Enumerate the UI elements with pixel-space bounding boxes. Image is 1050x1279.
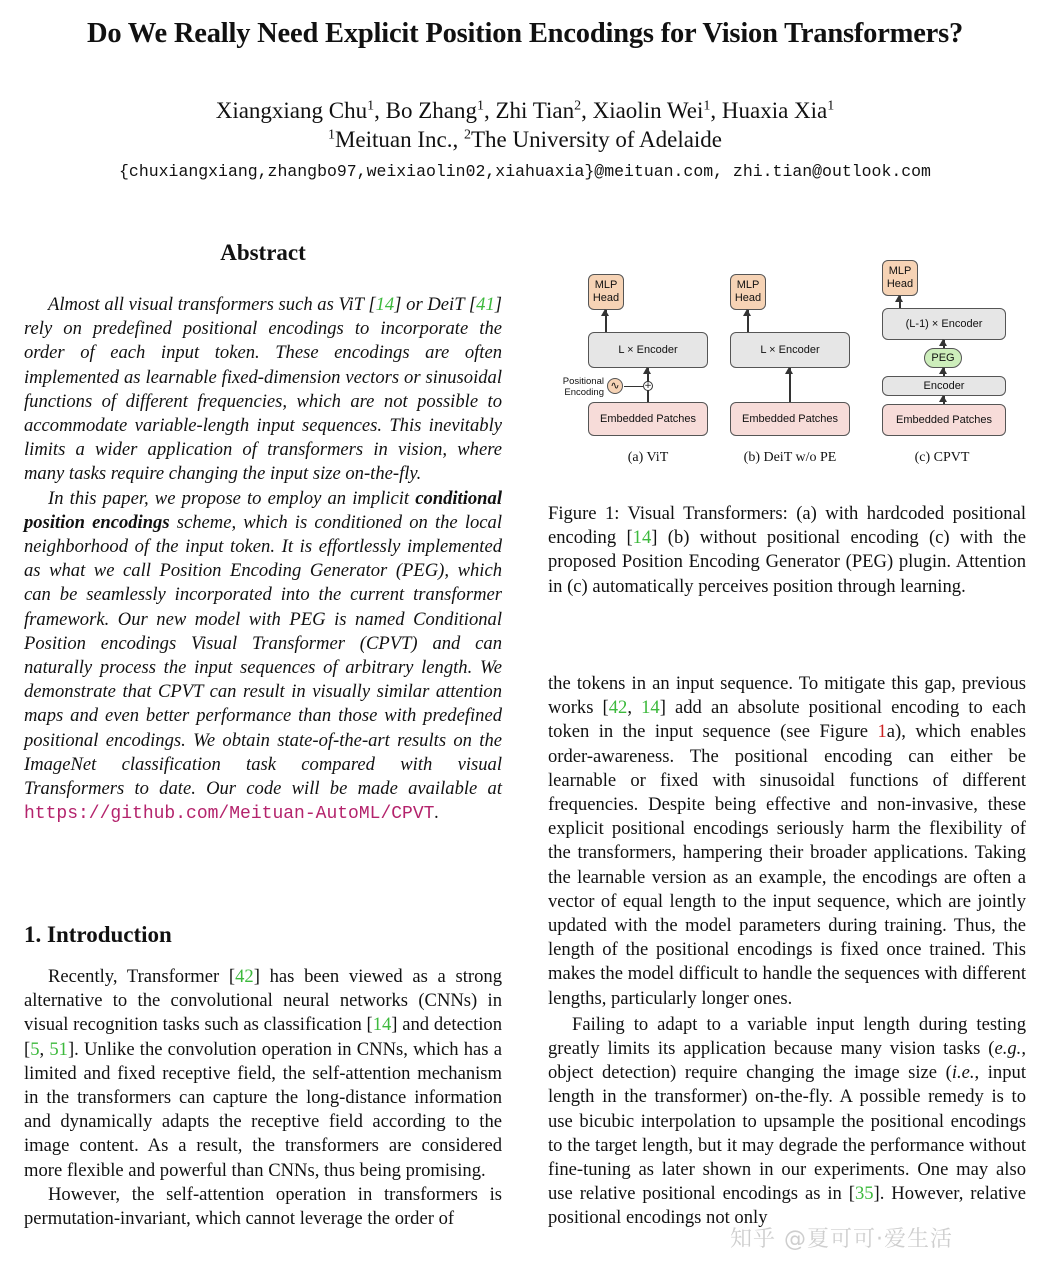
encoder-box: (L-1) × Encoder (882, 308, 1006, 340)
flow-arrow (747, 310, 749, 332)
abstract-body (24, 293, 502, 826)
abstract-paragraph: Almost all visual transformers such as ViT [14] or DeiT [41] rely on predefined positional encodings to incorporate the order of each input token. These encodings are often implemented as learnable fixed-dimension vectors or sinusoidal functions of different frequencies, which are not possible to accommodate variable-length input sequences. This inevitably limits a wider application of transformers in vision, where many tasks require changing the input size on-the-fly. (24, 294, 502, 485)
affil-mark: 1 (827, 98, 835, 114)
encoder-box: L × Encoder (588, 332, 708, 368)
affil-mark: 2 (464, 127, 471, 143)
paper-title: Do We Really Need Explicit Position Encodings for Vision Transformers? (86, 18, 964, 49)
citation-link[interactable]: 14 (372, 1014, 392, 1036)
abstract-heading: Abstract (220, 240, 306, 265)
author-emails: {chuxiangxiang,zhangbo97,weixiaolin02,xiahuaxia}@meituan.com, zhi.tian@outlook.com (119, 162, 931, 181)
author-name: Xiangxiang Chu (215, 98, 368, 123)
affil-mark: 2 (574, 98, 582, 114)
intro-paragraph: Recently, Transformer [42] has been viewed as a strong alternative to the convolutional neural networks (CNNs) in visual recognition tasks such as classification [14] and detection [5, 51]. Unlike the convolution operation in CNNs, which has a limited and fixed receptive field, the self-attention mechanism in the transformers can capture the long-distance information and dynamically adapts the receptive field according to the image content. As a result, the transformers are considered more flexible and powerful than CNNs, thus being promising. (24, 966, 502, 1181)
encoder-box: L × Encoder (730, 332, 850, 368)
affil-mark: 1 (703, 98, 711, 114)
figure-1-diagram (548, 248, 1026, 478)
flow-arrow (789, 368, 791, 402)
subcaption-b: (b) DeiT w/o PE (743, 450, 837, 465)
author-list: Xiangxiang Chu$^1$, Bo Zhang$^1$, Zhi Tian$^2$, Xiaolin Wei$^1$, Huaxia Xia$^1$ (215, 98, 835, 123)
connector-line (624, 386, 643, 387)
affil-mark: 1 (327, 127, 335, 143)
affil-mark: 1 (367, 98, 375, 114)
affiliation-1: Meituan Inc., (334, 127, 459, 152)
positional-encoding-label: Positional Encoding (562, 376, 604, 398)
flow-arrow (943, 340, 945, 348)
affil-mark: 1 (476, 98, 484, 114)
peg-box: PEG (924, 348, 962, 368)
section-heading-introduction: 1. Introduction (24, 922, 172, 947)
intro-body (24, 965, 502, 1231)
code-url-link[interactable]: https://github.com/Meituan-AutoML/CPVT (24, 804, 435, 825)
add-symbol: + (644, 381, 652, 391)
right-column-body (548, 672, 1026, 1231)
embedded-patches-box: Embedded Patches (588, 402, 708, 436)
affiliations (0, 127, 1050, 153)
mlp-head-box: MLP Head (730, 274, 766, 310)
embedded-patches-box: Embedded Patches (730, 402, 850, 436)
flow-arrow (943, 368, 945, 376)
flow-arrow (605, 310, 607, 332)
abstract-paragraph: In this paper, we propose to employ an implicit conditional position encodings scheme, which is conditioned on the local neighborhood of the input token. It is effortlessly implemented as what we call Position Encoding Generator (PEG), which can be seamlessly incorporated into the current transformer framework. Our new model with PEG is named Conditional Position encodings Visual Transformer (CPVT) and can naturally process the input sequences of arbitrary length. We demonstrate that CPVT can result in visually similar attention maps and even better performance than those with predefined positional encodings. We obtain state-of-the-art results on the ImageNet classification task compared with visual Transformers to date. Our code will be made available at https://github.com/Meituan-AutoML/CPVT. (24, 487, 502, 825)
mlp-head-box: MLP Head (882, 260, 918, 296)
author-name: Xiaolin Wei (592, 98, 704, 123)
citation-link[interactable]: 42 (235, 966, 254, 987)
author-name: Bo Zhang (385, 98, 477, 123)
citation-link[interactable]: 41 (476, 294, 495, 315)
citation-link[interactable]: 5 (30, 1038, 40, 1060)
figure-1-caption: Figure 1: Visual Transformers: (a) with hardcoded positional encoding [14] (b) without positional encoding (c) with the proposed Position Encoding Generator (PEG) plugin. Attention in (c) automatically perceives position through learning. (548, 503, 1026, 597)
body-paragraph: the tokens in an input sequence. To mitigate this gap, previous works [42, 14] add an absolute positional encoding to each token in the input sequence (see Figure 1a), which enables order-awareness. The positional encoding can either be learnable or fixed with sinusoidal functions of different frequencies. Despite being effective and non-invasive, these explicit positional encodings seriously harm the flexibility of the transformers, hampering their broader applications. Taking the learnable version as an example, the encodings are often a vector of equal length to the input sequence, which are jointly updated with the model parameters during training. Thus, the length of the positional encodings is fixed once trained. This makes the model difficult to handle the sequences with different lengths, particularly longer ones. (548, 673, 1027, 1009)
subcaption-a: (a) ViT (627, 450, 669, 465)
author-name: Huaxia Xia (721, 98, 828, 123)
watermark: 知乎 @夏可可·爱生活 (730, 1227, 953, 1252)
affiliation-2: The University of Adelaide (471, 127, 723, 152)
citation-link[interactable]: 14 (641, 697, 660, 719)
flow-arrow (899, 296, 901, 308)
subcaption-c: (c) CPVT (914, 450, 970, 465)
intro-paragraph: However, the self-attention operation in transformers is permutation-invariant, which cannot leverage the order of (24, 1183, 502, 1230)
citation-link[interactable]: 35 (854, 1183, 874, 1205)
mlp-head-box: MLP Head (588, 274, 624, 310)
author-name: Zhi Tian (495, 98, 575, 123)
flow-arrow (943, 396, 945, 404)
embedded-patches-box: Embedded Patches (882, 404, 1006, 436)
body-paragraph: Failing to adapt to a variable input length during testing greatly limits its application because many vision tasks (e.g., object detection) require changing the image size (i.e., input length in the transformer) on-the-fly. A possible remedy is to use bicubic interpolation to upsample the positional encodings to the target length, but it may degrade the performance without fine-tuning as later shown in our experiments. One may also use relative positional encodings as in [35]. However, relative positional encodings not only (548, 1013, 1027, 1229)
citation-link[interactable]: 42 (608, 697, 628, 719)
sine-wave-icon: ∿ (607, 378, 623, 394)
encoder-box: Encoder (882, 376, 1006, 396)
citation-link[interactable]: 14 (375, 294, 395, 315)
figure-ref-link[interactable]: 1 (877, 721, 887, 743)
citation-link[interactable]: 51 (49, 1038, 68, 1060)
citation-link[interactable]: 14 (632, 527, 652, 549)
